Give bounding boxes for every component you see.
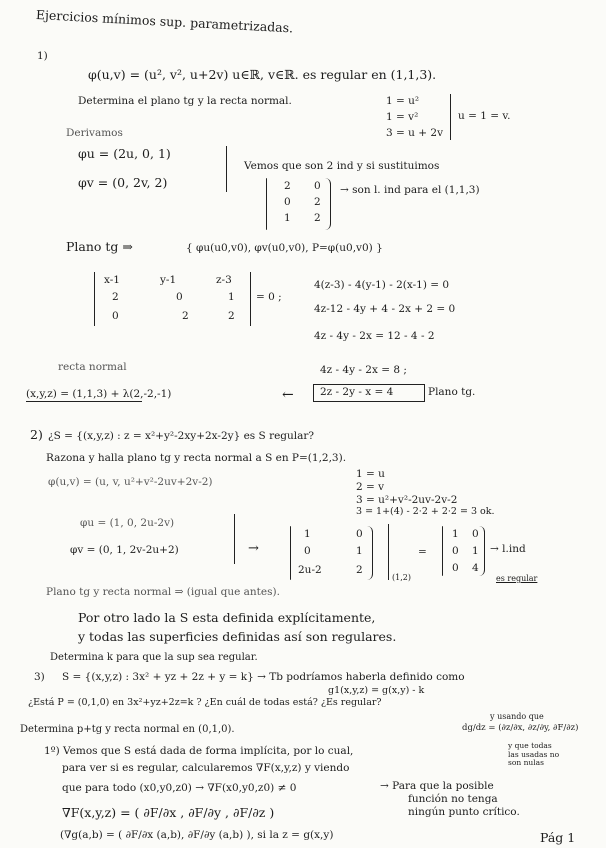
ex2-matrix1-right-bracket (364, 526, 373, 580)
ex2-matrix2-subnote: es regular (496, 574, 538, 583)
page-title: Ejercicios mínimos sup. parametrizadas. (35, 7, 294, 36)
ex2-matrix2-note: → l.ind (490, 543, 526, 555)
ex2-matrix2-right-bracket (476, 526, 485, 576)
ex1-det-cell: x-1 (104, 274, 120, 286)
ex2-matrix2-cell: 0 (452, 545, 459, 557)
ex2-matrix2-cell: 4 (472, 562, 479, 574)
ex1-det-cell: 2 (112, 291, 119, 303)
ex1-matrix-right-bracket (322, 178, 331, 230)
ex2-parametrization: φ(u,v) = (u, v, u²+v²-2uv+2v-2) (48, 476, 213, 488)
ex1-definition: φ(u,v) = (u², v², u+2v) u∈ℝ, v∈ℝ. es regular en (1,1,3). (88, 67, 437, 82)
ex1-phi-brace (220, 146, 227, 192)
ex1-observation: Vemos que son 2 ind y si sustituimos (244, 160, 440, 172)
ex1-normal-underline (26, 401, 142, 402)
ex2-eval-bar (388, 524, 389, 580)
ex1-system-brace (450, 94, 451, 140)
ex2-matrix1-cell: 0 (356, 528, 363, 540)
ex1-matrix-cell: 0 (284, 196, 291, 208)
ex2-question: ¿S = {(x,y,z) : z = x²+y²-2xy+2x-2y} es S regular? (48, 430, 315, 442)
ex3-side-note-2: y que todas las usadas no son nulas (508, 741, 560, 768)
ex1-plane-label: Plano tg ⇒ (66, 239, 133, 254)
ex1-det-cell: y-1 (160, 274, 177, 286)
ex1-normal-label: recta normal (58, 361, 127, 373)
ex2-task: Razona y halla plano tg y recta normal a S en P=(1,2,3). (46, 452, 347, 464)
ex1-system-eq-1: 1 = u² (386, 95, 420, 107)
ex2-matrix1-cell: 0 (304, 545, 311, 557)
ex1-arrow: ← (282, 387, 294, 403)
ex1-matrix-cell: 2 (314, 196, 321, 208)
ex1-det-equals: = 0 ; (256, 291, 282, 303)
ex1-matrix-cell: 1 (284, 212, 291, 224)
ex3-definition: S = {(x,y,z) : 3x² + yz + 2z + y = k} → Tb podríamos haberla definido como (62, 671, 465, 683)
ex3-side-note: y usando que (490, 712, 544, 721)
ex2-matrix2-cell: 0 (472, 528, 479, 540)
ex1-matrix-cell: 0 (314, 180, 321, 192)
ex2-system-eq-4: 3 = 1+(4) - 2·2 + 2·2 = 3 ok. (356, 506, 495, 517)
ex2-system-eq-3: 3 = u²+v²-2uv-2v-2 (356, 494, 458, 506)
ex3-gradient: ∇F(x,y,z) = ( ∂F/∂x , ∂F/∂y , ∂F/∂z ) (62, 805, 275, 820)
ex1-plane-result-note: Plano tg. (428, 386, 476, 398)
ex2-note-1: Por otro lado la S esta definida explícitamente, (78, 610, 376, 625)
ex1-matrix-cell: 2 (284, 180, 291, 192)
ex2-system-eq-1: 1 = u (356, 468, 385, 480)
ex3-side-formula: dg/dz = (∂z/∂x, ∂z/∂y, ∂F/∂z) (462, 723, 579, 733)
ex1-number: 1) (37, 50, 48, 62)
ex3-step-note-1: → Para que la posible (380, 780, 494, 792)
page-number: Pág 1 (540, 830, 576, 845)
ex3-question: ¿Está P = (0,1,0) en 3x²+yz+2z=k ? ¿En cuál de todas está? ¿Es regular? (28, 697, 382, 708)
ex1-step: 4(z-3) - 4(y-1) - 2(x-1) = 0 (314, 279, 450, 291)
ex1-task: Determina el plano tg y la recta normal. (78, 95, 292, 107)
ex1-matrix-note: → son l. ind para el (1,1,3) (340, 184, 480, 196)
ex1-det-right-bar (250, 272, 251, 326)
ex1-plane-result: 2z - 2y - x = 4 (320, 386, 394, 398)
ex2-phi-u: φu = (1, 0, 2u-2v) (80, 517, 175, 529)
ex1-matrix-left-bracket (266, 178, 267, 230)
ex1-step: 4z-12 - 4y + 4 - 2x + 2 = 0 (314, 303, 456, 315)
ex1-phi-v: φv = (0, 2v, 2) (78, 175, 168, 190)
ex3-step-note-3: ningún punto crítico. (408, 806, 520, 818)
ex2-arrow: → (248, 541, 259, 556)
ex1-system-result: u = 1 = v. (458, 110, 511, 122)
ex1-system-eq-2: 1 = v² (386, 111, 419, 123)
ex2-system-eq-2: 2 = v (356, 481, 385, 493)
ex2-matrix1-cell: 1 (356, 545, 363, 557)
ex3-task: Determina p+tg y recta normal en (0,1,0). (20, 724, 235, 735)
ex2-matrix2-cell: 1 (452, 528, 459, 540)
ex2-eval-point: (1,2) (392, 573, 411, 582)
ex2-plane-line: Plano tg y recta normal ⇒ (igual que antes). (46, 586, 280, 598)
ex3-alternative: g1(x,y,z) = g(x,y) - k (328, 685, 425, 696)
ex3-task-k: Determina k para que la sup sea regular. (50, 652, 258, 663)
ex2-phi-brace (228, 514, 235, 564)
ex1-det-cell: 0 (112, 310, 119, 322)
ex2-matrix1-cell: 2 (356, 564, 363, 576)
ex1-system-eq-3: 3 = u + 2v (386, 127, 444, 139)
ex1-det-left-bar (94, 272, 95, 326)
ex1-step: 4z - 4y - 2x = 12 - 4 - 2 (314, 330, 435, 342)
ex3-gradient-2: (∇g(a,b) = ( ∂F/∂x (a,b), ∂F/∂y (a,b) ), si la z = g(x,y) (60, 829, 334, 841)
ex1-plane-set: { φu(u0,v0), φv(u0,v0), P=φ(u0,v0) } (186, 242, 383, 254)
ex2-matrix2-cell: 0 (452, 562, 459, 574)
ex1-normal-equation: (x,y,z) = (1,1,3) + λ(2,-2,-1) (26, 388, 172, 400)
ex2-equals: = (418, 546, 427, 558)
ex2-number: 2) (30, 427, 43, 442)
ex3-number: 3) (34, 671, 45, 683)
ex3-step-1a: 1º) Vemos que S está dada de forma implícita, por lo cual, (44, 745, 354, 757)
ex2-note-2: y todas las superficies definidas así son regulares. (78, 629, 397, 644)
ex3-step-1c: que para todo (x0,y0,z0) → ∇F(x0,y0,z0) ≠ 0 (62, 782, 297, 794)
ex2-phi-v: φv = (0, 1, 2v-2u+2) (70, 544, 179, 556)
ex1-det-cell: 0 (176, 291, 183, 303)
ex3-step-1b: para ver si es regular, calcularemos ∇F(x,y,z) y viendo (62, 762, 350, 774)
ex1-step: 4z - 4y - 2x = 8 ; (320, 364, 407, 376)
ex1-det-cell: z-3 (216, 274, 232, 286)
ex1-phi-u: φu = (2u, 0, 1) (78, 146, 171, 161)
ex2-matrix2-cell: 1 (472, 545, 479, 557)
ex3-step-note-2: función no tenga (408, 793, 498, 805)
ex2-matrix1-cell: 1 (304, 528, 311, 540)
ex1-derivamos-label: Derivamos (66, 127, 123, 139)
ex1-det-cell: 1 (228, 291, 235, 303)
ex2-matrix2-left-bracket (442, 526, 443, 576)
ex2-matrix1-left-bracket (290, 526, 291, 580)
ex1-matrix-cell: 2 (314, 212, 321, 224)
ex1-det-cell: 2 (182, 310, 189, 322)
ex1-det-cell: 2 (228, 310, 235, 322)
ex2-matrix1-cell: 2u-2 (298, 564, 322, 576)
